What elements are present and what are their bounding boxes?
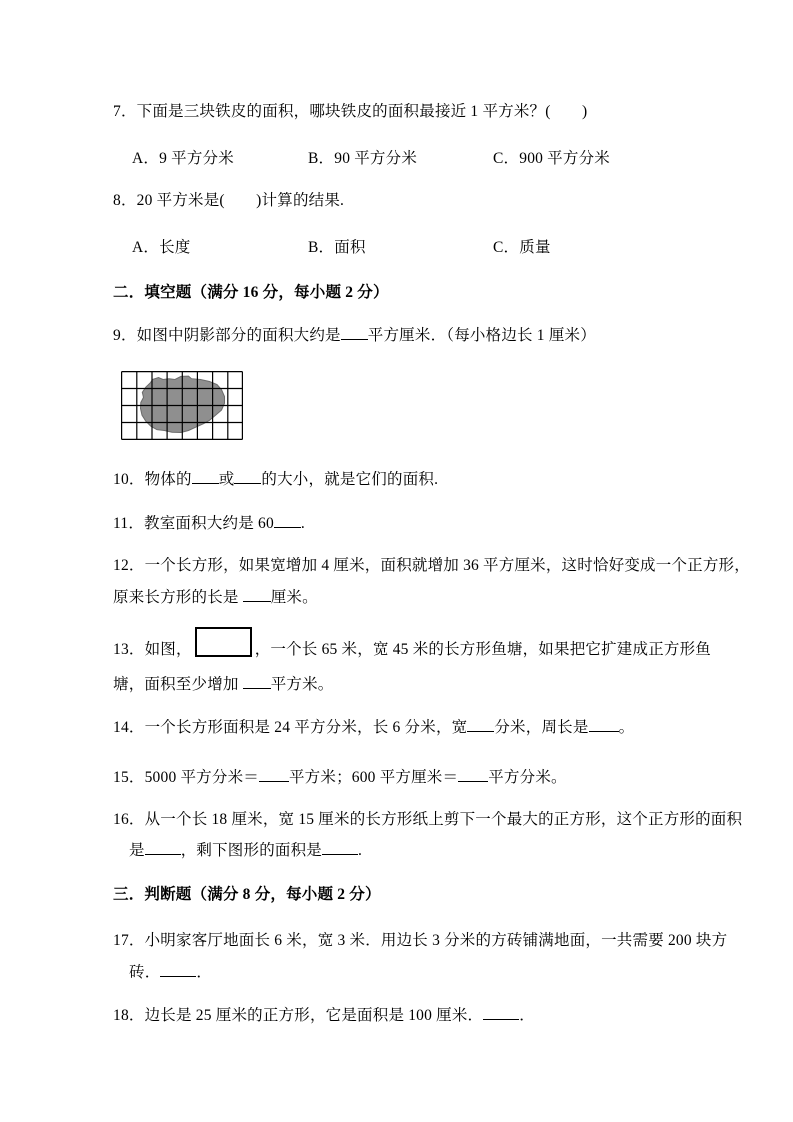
q16-blank-2	[322, 840, 358, 855]
q14-text-2: 分米，周长是	[494, 719, 589, 736]
question-17-line1: 17．小明家客厅地面长 6 米，宽 3 米．用边长 3 分米的方砖铺满地面，一共需要 200 块方	[113, 932, 728, 949]
question-12-line2	[113, 587, 318, 609]
question-13-line2	[113, 674, 334, 696]
q8-option-c: C．质量	[493, 239, 551, 256]
q12-text-1: 原来长方形的长是	[113, 589, 243, 606]
q8-option-a: A．长度	[132, 239, 191, 256]
question-9-stem	[113, 325, 596, 347]
q13-text-3: 塘，面积至少增加	[113, 676, 243, 693]
q15-text-3: 平方分米。	[488, 769, 567, 786]
q14-blank-1	[467, 717, 494, 732]
section-2-heading: 二．填空题（满分 16 分，每小题 2 分）	[113, 284, 389, 301]
q13-text-1: 13．如图，	[113, 641, 192, 658]
q15-text-2: 平方米；600 平方厘米＝	[288, 769, 459, 786]
question-11-stem	[113, 513, 305, 535]
q9-text-post: 平方厘米．（每小格边长 1 厘米）	[367, 327, 596, 344]
q10-blank-1	[192, 469, 219, 484]
question-8-options	[0, 237, 793, 259]
q13-blank	[243, 674, 271, 689]
q7-option-c: C．900 平方分米	[493, 150, 610, 167]
question-8-stem: 8．20 平方米是( )计算的结果.	[113, 192, 345, 209]
q13-text-4: 平方米。	[270, 676, 334, 693]
q11-text-1: 11．教室面积大约是 60	[113, 515, 274, 532]
question-10-stem	[113, 469, 438, 491]
q12-blank	[243, 587, 271, 602]
question-12-line1: 12．一个长方形，如果宽增加 4 厘米，面积就增加 36 平方厘米，这时恰好变成一个正方形，	[113, 557, 750, 574]
q16-text-3: .	[358, 842, 363, 859]
question-14-stem	[113, 717, 634, 739]
q10-text-2: 或	[218, 471, 235, 488]
q18-text-2: ．	[519, 1007, 535, 1024]
q15-text-1: 15．5000 平方分米＝	[113, 769, 259, 786]
q11-blank	[274, 513, 301, 528]
q11-text-2: .	[300, 515, 305, 532]
question-7-stem: 7．下面是三块铁皮的面积，哪块铁皮的面积最接近 1 平方米？( )	[113, 103, 588, 120]
q17-text-2: ．	[196, 964, 213, 981]
q10-text-3: 的大小，就是它们的面积.	[261, 471, 439, 488]
question-16-line1: 16．从一个长 18 厘米，宽 15 厘米的长方形纸上剪下一个最大的正方形，这个正方形的面积	[113, 811, 743, 828]
q14-text-1: 14．一个长方形面积是 24 平方分米，长 6 分米，宽	[113, 719, 468, 736]
q10-blank-2	[234, 469, 261, 484]
q9-grid-figure	[121, 371, 243, 445]
q16-blank-1	[145, 840, 181, 855]
section-3-heading: 三．判断题（满分 8 分，每小题 2 分）	[113, 886, 381, 903]
q17-blank	[160, 962, 196, 977]
q15-blank-1	[259, 767, 289, 782]
q18-text-1: 18．边长是 25 厘米的正方形，它是面积是 100 厘米．	[113, 1007, 484, 1024]
q14-blank-2	[589, 717, 619, 732]
question-15-stem	[113, 767, 567, 789]
q16-text-1: 是	[129, 842, 145, 859]
q7-option-b: B．90 平方分米	[308, 150, 418, 167]
q17-text-1: 砖．	[129, 964, 161, 981]
question-16-line2	[129, 840, 362, 862]
q12-text-2: 厘米。	[270, 589, 318, 606]
q13-text-2: ，一个长 65 米，宽 45 米的长方形鱼塘，如果把它扩建成正方形鱼	[254, 641, 712, 658]
q9-text-pre: 9．如图中阴影部分的面积大约是	[113, 327, 341, 344]
q9-blank	[341, 325, 368, 340]
q7-option-a: A．9 平方分米	[132, 150, 234, 167]
q8-option-b: B．面积	[308, 239, 366, 256]
question-18-stem	[113, 1005, 535, 1027]
question-7-options	[0, 148, 793, 170]
q13-rectangle-figure	[195, 627, 252, 657]
q16-text-2: ，剩下图形的面积是	[180, 842, 323, 859]
q15-blank-2	[458, 767, 488, 782]
grid-lines	[122, 372, 243, 440]
question-17-line2	[129, 962, 212, 984]
grid-with-shaded-region	[121, 371, 243, 440]
q14-text-3: 。	[618, 719, 635, 736]
q18-blank	[483, 1005, 519, 1020]
q10-text-1: 10．物体的	[113, 471, 192, 488]
question-13-line1	[113, 627, 711, 661]
